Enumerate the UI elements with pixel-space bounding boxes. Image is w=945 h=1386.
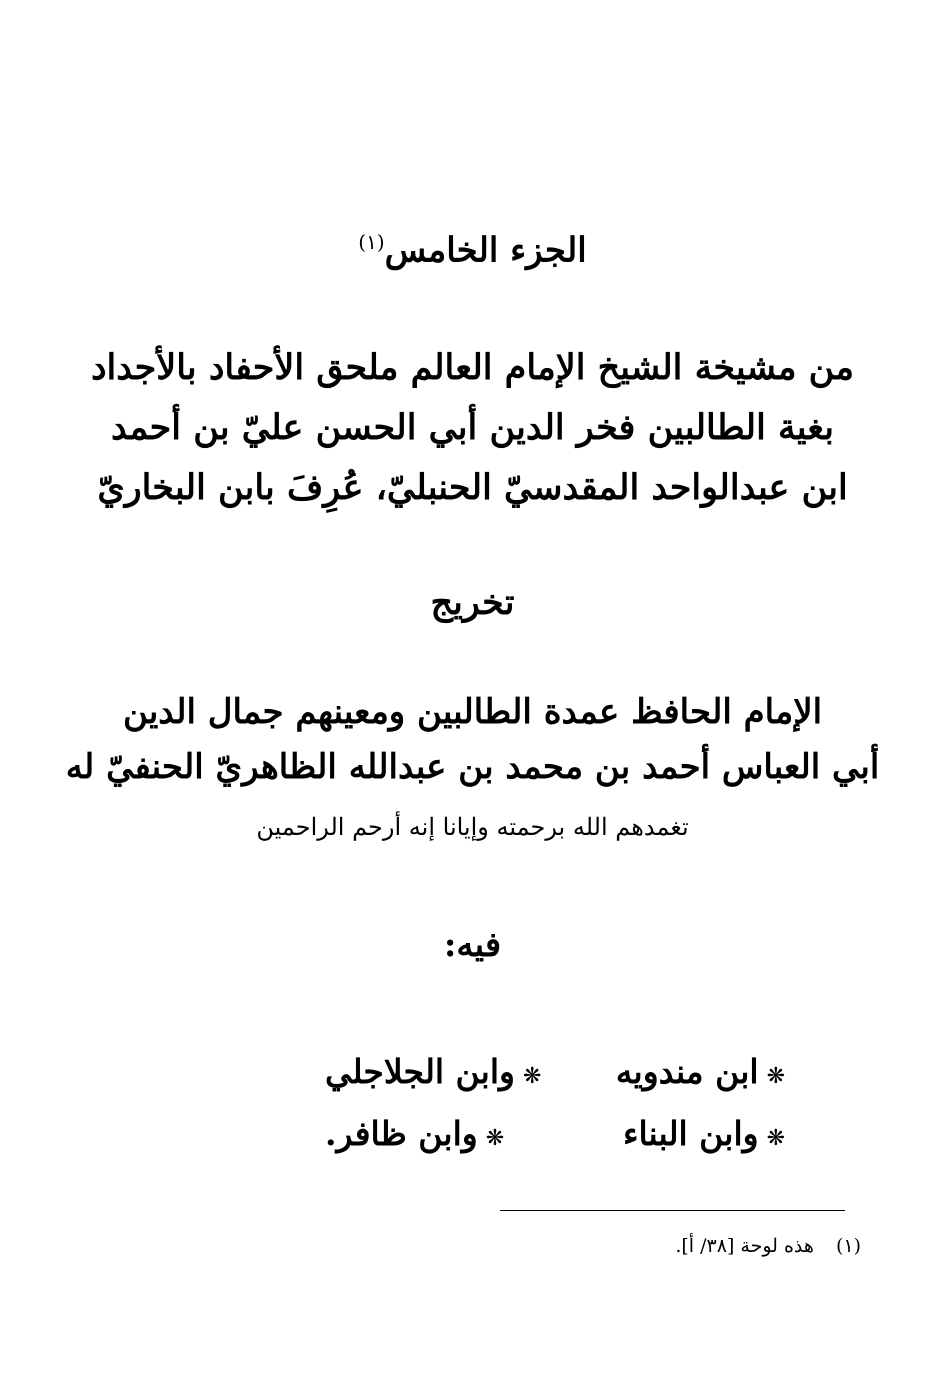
contents-item-text: وابن الجلاجلي bbox=[325, 1051, 515, 1091]
contents-item-text: وابن البناء bbox=[622, 1113, 759, 1153]
contents-list bbox=[325, 1040, 785, 1164]
contents-item bbox=[325, 1052, 541, 1091]
fih-label: فيه: bbox=[443, 925, 502, 965]
contents-row bbox=[325, 1102, 785, 1164]
compiler-line-2: أبي العباس أحمد بن محمد بن عبدالله الظاهريّ الحنفيّ له bbox=[65, 747, 880, 787]
footnote-text: هذه لوحة [٣٨/ أ]. bbox=[675, 1235, 814, 1257]
part-title bbox=[0, 230, 945, 271]
contents-item bbox=[325, 1114, 504, 1153]
contents-item bbox=[616, 1052, 785, 1091]
contents-row bbox=[325, 1040, 785, 1102]
part-title-text: الجزء الخامس bbox=[384, 230, 587, 271]
book-title-line-2: بغية الطالبين فخر الدين أبي الحسن عليّ بن أحمد bbox=[111, 407, 834, 448]
footnote-number: (١) bbox=[835, 1235, 861, 1257]
compiler-line-3: تغمدهم الله برحمته وإيانا إنه أرحم الراحمين bbox=[256, 813, 689, 841]
title-footnote-mark: (١) bbox=[358, 230, 385, 254]
compiler-line-1: الإمام الحافظ عمدة الطالبين ومعينهم جمال الدين bbox=[122, 692, 823, 732]
star-icon: ❋ bbox=[485, 1125, 505, 1151]
takhrij-label: تخريج bbox=[430, 582, 515, 623]
book-title-line-3: ابن عبدالواحد المقدسيّ الحنبليّ، عُرِفَ بابن البخاريّ bbox=[97, 467, 848, 508]
contents-item bbox=[623, 1114, 785, 1153]
contents-item-text: ابن مندويه bbox=[615, 1051, 759, 1091]
star-icon: ❋ bbox=[522, 1063, 542, 1089]
star-icon: ❋ bbox=[766, 1063, 785, 1089]
contents-item-text: وابن ظافر. bbox=[325, 1113, 478, 1153]
star-icon: ❋ bbox=[766, 1125, 785, 1151]
footnote-divider bbox=[500, 1210, 845, 1211]
footnote bbox=[675, 1235, 861, 1257]
book-title-line-1: من مشيخة الشيخ الإمام العالم ملحق الأحفاد بالأجداد bbox=[90, 347, 855, 388]
